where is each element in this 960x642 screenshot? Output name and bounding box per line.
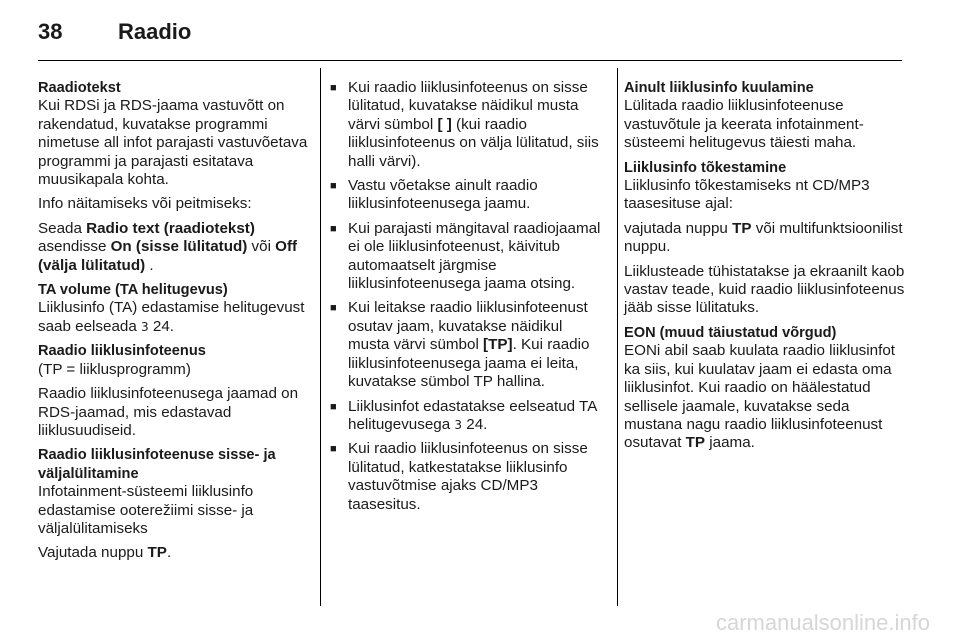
menu-option-text: Off (välja lülitatud)	[38, 238, 298, 274]
symbol-text: [ ]	[437, 115, 452, 133]
text: 24.	[462, 415, 488, 433]
text: Kui raadio liiklusinfoteenus on sisse lülitatud, kuvatakse näidikul musta värvi sümbol	[348, 79, 588, 133]
symbol-text: [TP]	[483, 336, 513, 354]
menu-option-text: Radio text (raadiotekst)	[86, 219, 255, 237]
paragraph: Infotainment-süsteemi liiklusinfo edastamise ooterežiimi sisse- ja väljalülitamiseks	[38, 483, 254, 537]
section-heading: Liiklusinfo tõkestamine	[624, 159, 787, 176]
text: EONi abil saab kuulata raadio liiklusinfot ka siis, kui kuulatav jaam ei edasta oma liiklusinfot. Kui raadio on häälestatud sellisele jaamale, kuvatakse seda mustana nagu raadio liiklusinfoteenust osutavat	[624, 342, 895, 452]
section-ta-volume	[38, 281, 308, 336]
text: Liiklusinfo (TA) edastamise helitugevust saab eelseada	[38, 299, 305, 335]
button-label-text: TP	[147, 544, 167, 562]
paragraph: Liiklusinfo tõkestamiseks nt CD/MP3 taasesituse ajal:	[624, 177, 870, 213]
text: . Kui raadio liiklusinfoteenusega jaama ei leita, kuvatakse sümbol TP hallina.	[348, 336, 590, 391]
text: jaama.	[705, 434, 755, 452]
paragraph: Kui RDSi ja RDS-jaama vastuvõtt on rakendatud, kuvatakse programmi nimetuse all infot parajasti vastuvõetava programmi ja parajasti esitatava muusikapala kohta.	[38, 97, 308, 189]
list-item	[330, 299, 606, 391]
column-right	[624, 79, 910, 459]
section-heading: Raadio liiklusinfoteenuse sisse- ja väljalülitamine	[38, 447, 276, 482]
paragraph: (TP = liiklusprogramm)	[38, 360, 191, 378]
section-heading: Raadio liiklusinfoteenus	[38, 343, 206, 360]
column-left	[38, 79, 308, 569]
text: 24.	[148, 317, 175, 335]
list-item: ■ Vastu võetakse ainult raadio liiklusinfoteenusega jaamu.	[330, 177, 606, 214]
text: Liiklusinfot edastatakse eelseatud TA helitugevusega	[348, 397, 597, 433]
section-heading: Raadiotekst	[38, 80, 121, 96]
text: asendisse	[38, 238, 111, 256]
text: Vajutada nuppu	[38, 544, 148, 562]
menu-option-text: On (sisse lülitatud)	[110, 238, 248, 256]
column-divider	[320, 68, 321, 606]
page-reference-icon: 3	[454, 417, 463, 432]
paragraph	[624, 220, 910, 257]
paragraph: Lülitada raadio liiklusinfoteenuse vastuvõtule ja keerata infotainment-süsteemi helitugevus täiesti maha.	[624, 97, 864, 152]
paragraph: Raadio liiklusinfoteenusega jaamad on RDS-jaamad, mis edastavad liiklusuudiseid.	[38, 385, 299, 439]
list-item	[330, 398, 606, 435]
list-item: ■ Kui parajasti mängitaval raadiojaamal ei ole liiklusinfoteenust, käivitub automaatselt järgmise liiklusinfoteenusega jaama otsing.	[330, 220, 606, 294]
section-heading: Ainult liiklusinfo kuulamine	[624, 80, 814, 96]
section-heading: TA volume (TA helitugevus)	[38, 282, 228, 299]
paragraph	[624, 342, 910, 452]
list-item	[330, 79, 606, 171]
bullet-list	[330, 79, 606, 514]
paragraph: Liiklusteade tühistatakse ja ekraanilt kaob vastav teade, kuid raadio liiklusinfoteenus jääb sisse lülitatuks.	[624, 262, 905, 317]
page-title: Raadio	[118, 19, 192, 44]
section-heading: EON (muud täiustatud võrgud)	[624, 324, 837, 341]
paragraph: Info näitamiseks või peitmiseks:	[38, 195, 252, 213]
text: (kui raadio liiklusinfoteenus on välja lülitatud, siis halli värvi).	[348, 115, 599, 170]
paragraph	[38, 220, 308, 275]
header-rule	[38, 60, 902, 61]
page-header	[38, 14, 191, 50]
page-reference-icon: 3	[141, 319, 149, 334]
section-traffic-only	[624, 79, 910, 153]
paragraph	[38, 299, 308, 336]
button-label-text: TP	[685, 434, 706, 452]
column-middle	[330, 79, 606, 520]
button-label-text: TP	[732, 219, 752, 237]
text: või multifunktsioonilist nuppu.	[624, 219, 903, 256]
text: .	[145, 256, 154, 274]
text: vajutada nuppu	[624, 219, 733, 237]
section-radiotext	[38, 79, 308, 275]
section-traffic-toggle	[38, 446, 308, 562]
section-eon	[624, 324, 910, 453]
list-item: ■ Kui raadio liiklusinfoteenus on sisse lülitatud, katkestatakse liiklusinfo vastuvõtmise ajaks CD/MP3 taasesitus.	[330, 440, 606, 514]
section-traffic-block	[624, 159, 910, 318]
watermark-text: carmanualsonline.info	[715, 610, 930, 635]
page-number: 38	[38, 19, 63, 44]
paragraph	[38, 544, 308, 562]
text: Seada	[38, 219, 87, 237]
column-divider	[617, 68, 618, 606]
text: .	[166, 544, 172, 562]
section-traffic-service	[38, 342, 308, 440]
text: Kui leitakse raadio liiklusinfoteenust osutav jaam, kuvatakse näidikul musta värvi sümbol	[348, 299, 588, 354]
text: või	[247, 238, 276, 256]
